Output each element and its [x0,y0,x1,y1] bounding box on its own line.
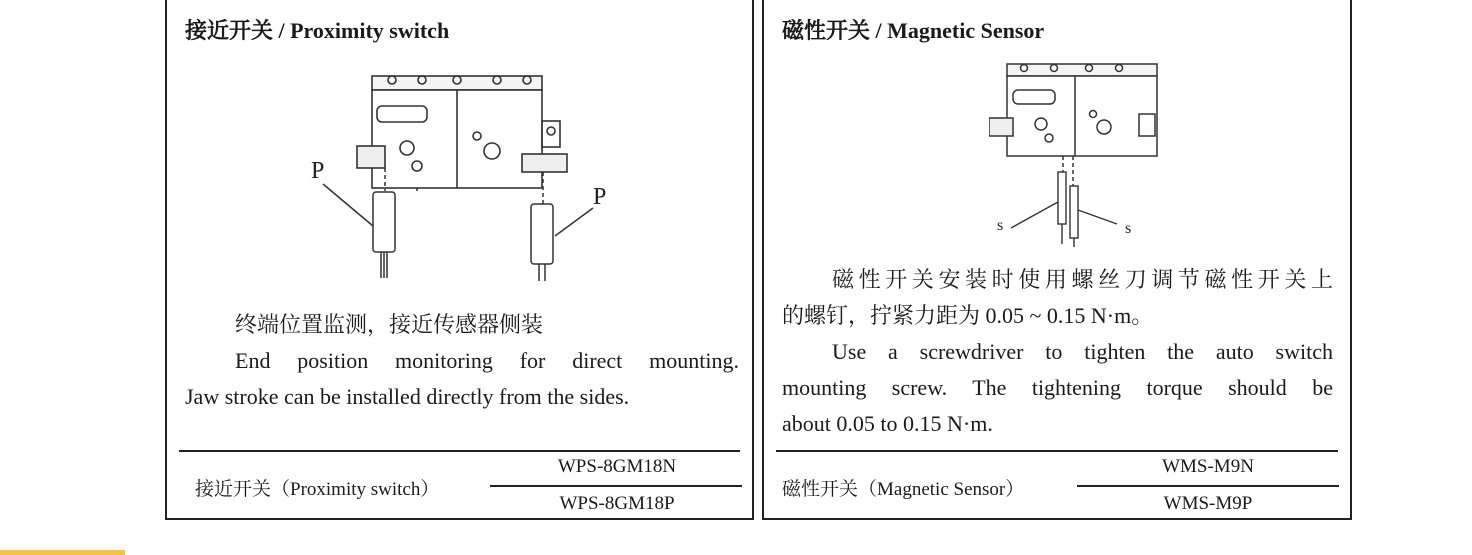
model-n: WMS-M9N [1162,456,1254,477]
panel-title: 磁性开关 / Magnetic Sensor [782,18,1045,43]
callout-s-right: s [1125,220,1132,237]
gripper-magnetic-illustration [989,52,1169,252]
description-en-line1: End position monitoring for direct mounting. [235,348,739,373]
callout-p-left: P [311,158,325,184]
description-cn-line1: 磁性开关安装时使用螺丝刀调节磁性开关上 [832,267,1333,292]
model-divider [490,485,742,487]
description-en-line3: about 0.05 to 0.15 N·m. [782,411,993,436]
description [185,307,739,415]
description-en-line2: Jaw stroke can be installed directly from the sides. [185,384,630,409]
magnetic-sensor-panel [762,0,1352,520]
description [782,262,1333,442]
description-cn-line2: 的螺钉，拧紧力距为 0.05 ~ 0.15 N·m。 [782,303,1154,328]
model-p: WMS-M9P [1163,493,1253,514]
callout-p-right: P [593,184,607,210]
description-cn: 终端位置监测，接近传感器侧装 [235,312,544,337]
description-en-line2: mounting screw. The tightening torque should be [782,375,1333,400]
model-n: WPS-8GM18N [557,456,677,477]
model-divider [1077,485,1339,487]
panel-title: 接近开关 / Proximity switch [185,18,450,43]
page-accent-bar [0,550,125,555]
product-label: 磁性开关（Magnetic Sensor） [782,479,1025,500]
callout-s-left: s [997,217,1004,234]
description-en-line1: Use a screwdriver to tighten the auto switch [832,339,1333,364]
divider [179,450,740,452]
model-p: WPS-8GM18P [559,493,675,514]
proximity-switch-panel [165,0,754,520]
product-label: 接近开关（Proximity switch） [195,479,440,500]
divider [776,450,1338,452]
gripper-proximity-illustration [297,66,617,286]
